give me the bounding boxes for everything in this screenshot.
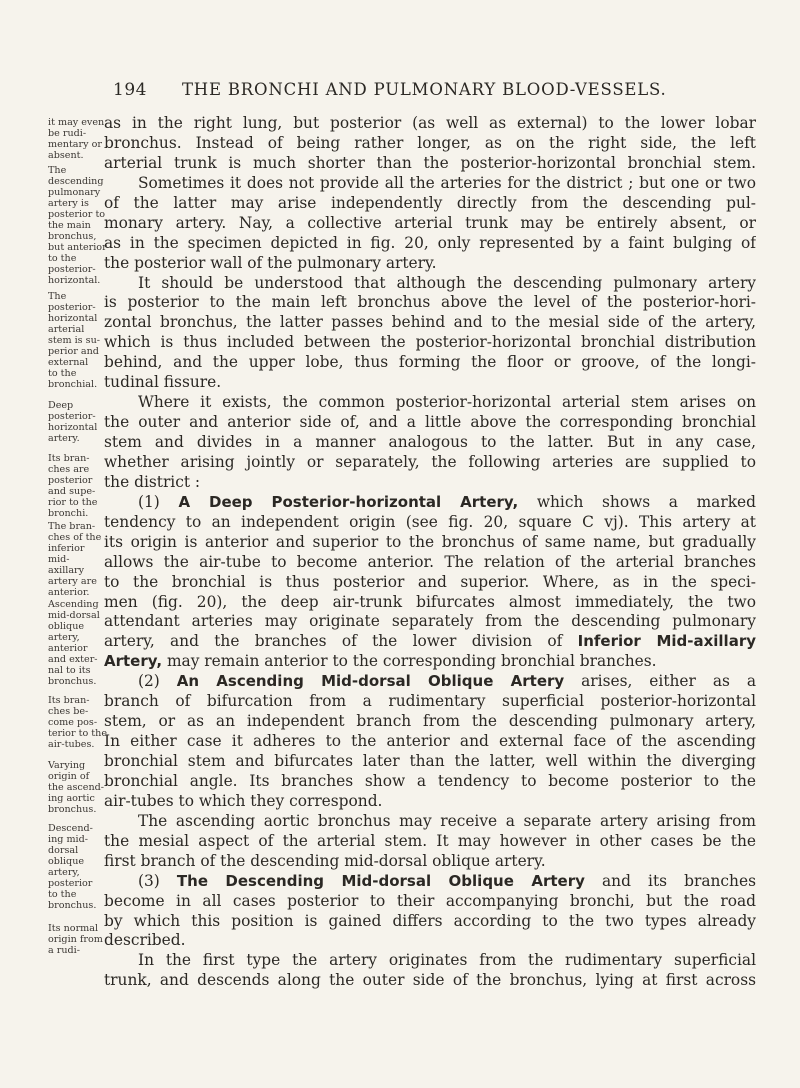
text-run: stem and divides in a manner analogous to the latter. But in any case,	[104, 433, 756, 451]
text-line	[104, 114, 756, 134]
text-line	[104, 194, 756, 214]
text-line	[104, 812, 756, 832]
text-run: the mesial aspect of the arterial stem. It may however in other cases be the	[104, 831, 756, 850]
text-line	[104, 154, 756, 174]
text-run: allows the air-tube to become anterior. The relation of the arterial branches	[104, 552, 756, 571]
margin-note: The descending pulmonary artery is posterior to the main bronchus, but anterior to the posterior- horizontal.	[48, 165, 107, 286]
text-line	[104, 672, 756, 692]
margin-note: it may even be rudi- mentary or absent.	[48, 117, 105, 161]
text-line	[104, 513, 756, 533]
text-run: bronchial angle. Its branches show a tendency to become posterior to the	[104, 771, 756, 790]
text-run: Sometimes it does not provide all the arteries for the district ; but one or two	[138, 173, 756, 192]
text-line	[104, 612, 756, 632]
text-line	[104, 872, 756, 892]
text-line	[104, 214, 756, 234]
text-run: The ascending aortic bronchus may receive a separate artery arising from	[138, 811, 756, 830]
text-line	[104, 931, 756, 951]
text-run: may remain anterior to the corresponding bronchial branches.	[162, 652, 657, 671]
text-run: which shows a marked	[518, 492, 756, 511]
text-run: tendency to an independent origin (see fig. 20, square C vj). This artery at	[104, 512, 756, 531]
bold-heading: An Ascending Mid-dorsal Oblique Artery	[176, 672, 565, 691]
text-run: whether arising jointly or separately, the following arteries are supplied to	[104, 452, 756, 471]
text-run: bronchus. Instead of being rather longer, as on the right side, the left	[104, 133, 756, 152]
margin-note: The bran- ches of the inferior mid- axillary artery are anterior.	[48, 521, 102, 598]
text-line	[104, 832, 756, 852]
margin-note: Deep posterior- horizontal artery.	[48, 400, 98, 444]
text-run: (3)	[138, 871, 177, 890]
margin-note: The posterior- horizontal arterial stem is su- perior and external to the bronchial.	[48, 291, 100, 390]
text-line	[104, 553, 756, 573]
text-run: attendant arteries may originate separately from the descending pulmonary	[104, 612, 756, 631]
text-run: In either case it adheres to the anterior and external face of the ascending	[104, 732, 756, 751]
text-line	[104, 852, 756, 872]
page-number: 194	[113, 80, 147, 100]
text-run: the district :	[104, 472, 201, 491]
text-line	[104, 573, 756, 593]
text-line	[104, 493, 756, 513]
margin-note: Its normal origin from a rudi-	[48, 923, 103, 956]
text-line	[104, 533, 756, 553]
margin-note: Its bran- ches be- come pos- terior to the air-tubes.	[48, 695, 107, 750]
text-run: artery, and the branches of the lower division of	[104, 632, 578, 651]
text-run: In the first type the artery originates from the rudimentary superficial	[138, 951, 756, 970]
text-line	[104, 892, 756, 912]
text-run: first branch of the descending mid-dorsal oblique artery.	[104, 851, 546, 870]
text-run: of the latter may arise independently directly from the descending pul-	[104, 193, 756, 212]
body-text	[104, 114, 756, 991]
text-run: as in the right lung, but posterior (as well as external) to the lower lobar	[104, 114, 756, 132]
text-run: by which this position is gained differs according to the two types already	[104, 911, 756, 930]
bold-heading: A Deep Posterior-horizontal Artery,	[178, 492, 519, 511]
text-run: monary artery. Nay, a collective arterial trunk may be entirely absent, or	[104, 213, 756, 232]
text-run: its origin is anterior and superior to the bronchus of same name, but gradually	[104, 532, 756, 551]
text-run: men (fig. 20), the deep air-trunk bifurcates almost immediately, the two	[104, 592, 756, 611]
text-run: the outer and anterior side of, and a little above the corresponding bronchial	[104, 413, 756, 432]
text-line	[104, 732, 756, 752]
text-run: It should be understood that although the descending pulmonary artery	[138, 273, 756, 292]
text-run: become in all cases posterior to their accompanying bronchi, but the road	[104, 891, 756, 910]
text-run: arises, either as a	[564, 672, 756, 691]
text-run: zontal bronchus, the latter passes behind and to the mesial side of the artery,	[104, 313, 756, 332]
text-line	[104, 593, 756, 613]
text-run: (1)	[138, 492, 179, 511]
text-run: and its branches	[584, 871, 756, 890]
bold-heading: The Descending Mid-dorsal Oblique Artery	[176, 871, 585, 890]
text-line	[104, 912, 756, 932]
text-run: described.	[104, 931, 186, 950]
text-line	[104, 134, 756, 154]
running-title: THE BRONCHI AND PULMONARY BLOOD-VESSELS.	[182, 80, 667, 99]
text-run: to the bronchial is thus posterior and superior. Where, as in the speci-	[104, 572, 756, 591]
margin-note: Its bran- ches are posterior and supe- rior to the bronchi.	[48, 453, 98, 519]
text-line	[104, 652, 756, 672]
text-run: (2)	[138, 672, 177, 691]
text-line	[104, 174, 756, 194]
text-run: as in the specimen depicted in fig. 20, only represented by a faint bulging of	[104, 233, 756, 252]
text-line	[104, 393, 756, 413]
margin-note: Ascending mid-dorsal oblique artery, anterior and exter- nal to its bronchus.	[48, 599, 100, 687]
text-run: trunk, and descends along the outer side of the bronchus, lying at first across	[104, 971, 756, 990]
text-line	[104, 772, 756, 792]
text-run: arterial trunk is much shorter than the posterior-horizontal bronchial stem.	[104, 153, 756, 172]
text-line	[104, 453, 756, 473]
text-line	[104, 413, 756, 433]
bold-heading: Inferior Mid-axillary	[577, 632, 756, 651]
text-run: which is thus included between the posterior-horizontal bronchial distribution	[104, 333, 756, 352]
text-line	[104, 752, 756, 772]
text-line	[104, 473, 756, 493]
text-line	[104, 293, 756, 313]
text-run: stem, or as an independent branch from the descending pulmonary artery,	[104, 712, 756, 731]
bold-heading: Artery,	[104, 652, 163, 671]
text-line	[104, 274, 756, 294]
text-line	[104, 373, 756, 393]
text-line	[104, 254, 756, 274]
text-line	[104, 971, 756, 991]
text-line	[104, 333, 756, 353]
text-run: behind, and the upper lobe, thus forming the floor or groove, of the longi-	[104, 353, 756, 372]
text-run: Where it exists, the common posterior-horizontal arterial stem arises on	[138, 393, 756, 412]
text-line	[104, 712, 756, 732]
text-run: branch of bifurcation from a rudimentary superficial posterior-horizontal	[104, 692, 756, 711]
text-line	[104, 313, 756, 333]
text-run: air-tubes to which they correspond.	[104, 791, 383, 810]
margin-note: Descend- ing mid- dorsal oblique artery, posterior to the bronchus.	[48, 823, 97, 911]
page-header	[0, 80, 800, 104]
text-run: tudinal fissure.	[104, 373, 222, 392]
text-line	[104, 353, 756, 373]
text-run: the posterior wall of the pulmonary artery.	[104, 253, 437, 272]
text-line	[104, 692, 756, 712]
text-run: bronchial stem and bifurcates later than the latter, well within the diverging	[104, 752, 756, 770]
text-line	[104, 951, 756, 971]
text-line	[104, 234, 756, 254]
margin-note: Varying origin of the ascend- ing aortic bronchus.	[48, 760, 105, 815]
text-line	[104, 792, 756, 812]
text-line	[104, 632, 756, 652]
text-line	[104, 433, 756, 453]
text-run: is posterior to the main left bronchus above the level of the posterior-hori-	[104, 293, 756, 312]
